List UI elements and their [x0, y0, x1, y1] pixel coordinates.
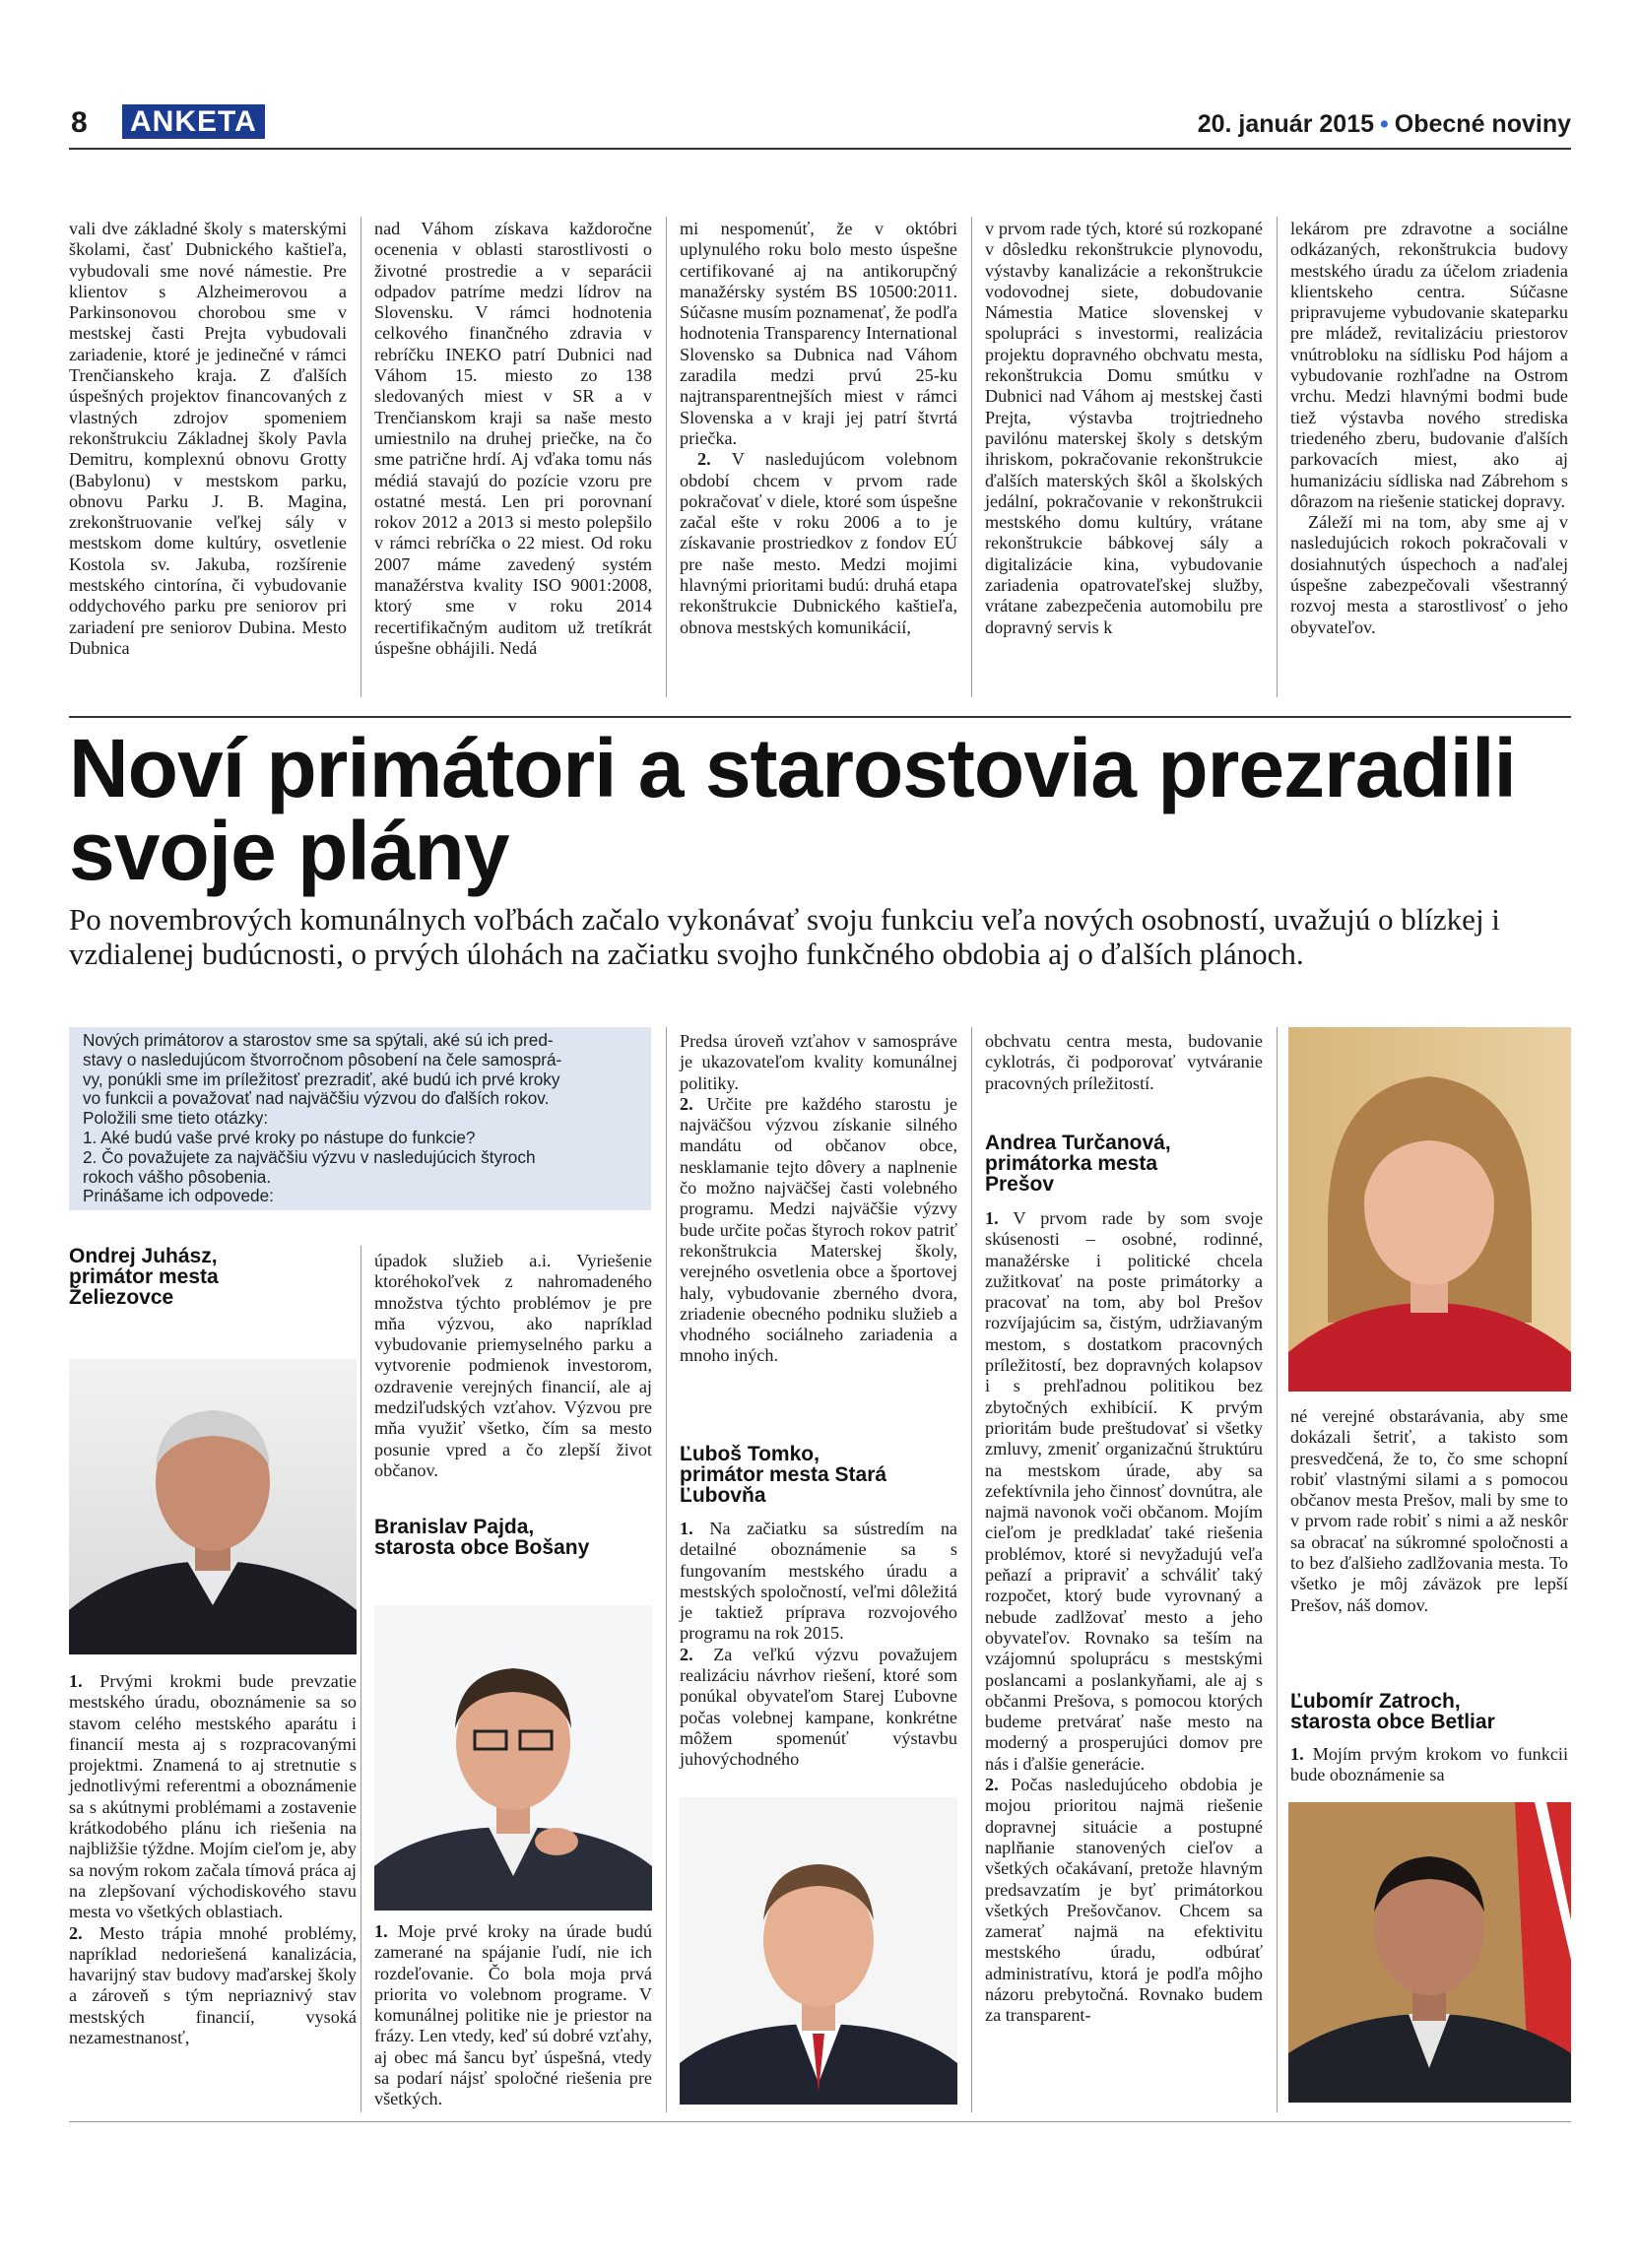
paragraph: Záleží mi na tom, aby sme aj v nasledujúcich rokoch pokračovali v dosiahnutých úspechoch a naďalej úspešne zabezpečovali všestranný rozvoj mesta a starostlivosť o jeho obyvateľov.: [1290, 512, 1568, 637]
page-number: 8: [71, 106, 88, 139]
paragraph: [680, 1519, 957, 1645]
paragraph: mi nespomenúť, že v októbri uplynulého roku bolo mesto úspešne certifikované aj na antikorupčný manažérsky systém BS 10500:2011. Súčasne musím poznamenať, že podľa hodnotenia Transparency International Slovensko sa Dubnica nad Váhom zaradila medzi prvú 25-ku najtransparentnejších miest v rámci Slovenska a v kraji jej patrí štvrtá priečka.: [680, 219, 957, 448]
paragraph: [1290, 1744, 1568, 1786]
respondent-name-pajda: [374, 1517, 652, 1558]
footer-rule: [69, 2121, 1571, 2122]
answer-text: Určite pre každého starostu je najväčšou výzvou získanie silného mandátu od občanov obce, nesklamanie tejto dôvery a naplnenie čo možno najväčšej časti volebného programu. Medzi najväčšie výzvy bude určite počas štyroch rokov patriť rekonštrukcia Materskej školy, verejného osvetlenia obce a športovej haly, vybudovanie zberného dvora, zriadenie obecného podniku služieb a vhodného sociálneho zariadenia a mnoho iných.: [680, 1093, 958, 1366]
portrait-image: [69, 1359, 357, 1654]
respondent-name-zatroch: [1290, 1691, 1568, 1732]
answer-number: 2.: [680, 1093, 693, 1114]
paragraph: [680, 1094, 957, 1367]
question-box-line: Položili sme tieto otázky:: [83, 1108, 269, 1129]
headline-line: Noví primátori a starostovia prezradili: [69, 722, 1516, 814]
answer-number: 2.: [985, 1775, 999, 1795]
top-column-5: [1290, 219, 1568, 638]
portrait-zatroch: [1288, 1802, 1571, 2103]
name-line: Ľubovňa: [680, 1484, 766, 1507]
name-line: Želiezovce: [69, 1286, 174, 1309]
answers-tomko: [680, 1519, 957, 1771]
answers-juhasz-continued: [374, 1251, 652, 1481]
portrait-tomko: [680, 1797, 957, 2105]
name-line: Branislav Pajda,: [374, 1516, 535, 1538]
issue-date: 20. január 2015: [1197, 110, 1375, 138]
paragraph: [69, 1923, 357, 2049]
name-line: Ondrej Juhász,: [69, 1245, 218, 1267]
paragraph: [374, 1921, 652, 2110]
answer-number: 1.: [69, 1671, 83, 1691]
question-box-line: 2. Čo považujete za najväčšiu výzvu v nasledujúcich štyroch: [83, 1146, 536, 1167]
question-box-line: rokoch vášho pôsobenia.: [83, 1166, 272, 1187]
answer-number: 1.: [374, 1921, 388, 1941]
portrait-turcanova: [1288, 1027, 1571, 1392]
column-divider: [666, 217, 667, 697]
name-line: Prešov: [985, 1173, 1055, 1196]
top-column-3: [680, 219, 957, 638]
paragraph: [985, 1775, 1263, 2027]
name-line: primátor mesta: [69, 1265, 219, 1288]
question-box-line: vy, ponúkli sme im príležitosť prezradiť, aké budú ich prvé kroky: [83, 1069, 560, 1089]
paragraph: [680, 1645, 957, 1771]
column-divider: [971, 1027, 972, 2112]
column-divider: [971, 217, 972, 697]
answer-text: Za veľkú výzvu považujem realizáciu návrhov riešení, ktoré som ponúkal obyvateľom Starej Ľubovne počas volebnej kampane, konkrétne môžem spomenúť výstavbu juhovýchodného: [680, 1644, 957, 1770]
header-separator: •: [1380, 110, 1389, 138]
top-column-1: [69, 219, 347, 659]
name-line: Ľuboš Tomko,: [680, 1443, 820, 1465]
portrait-pajda: [374, 1605, 652, 1911]
column-divider: [1277, 1027, 1278, 2112]
respondent-name-turcanova: [985, 1133, 1263, 1195]
answer-text: Mojím prvým krokom vo funkcii bude oboznámenie sa: [1290, 1744, 1568, 1785]
answer-text: Prvými krokmi bude prevzatie mestského úradu, oboznámenie sa so stavom celého mestského aparátu i financií mesta aj s rozpracovanými projektmi. Znamená to aj stretnutie s jednotlivými referentmi a oboznámenie sa s akútnymi problémami a zostavenie krátkodobého plánu ich riešenia na najbližšie týždne. Mojím cieľom je, aby sa novým rokom začala tímová práca aj na zlepšovaní východiskového stavu mesta vo všetkých oblastiach.: [69, 1671, 358, 1922]
portrait-image: [1288, 1027, 1571, 1392]
answers-turcanova-continued: [1290, 1406, 1568, 1616]
portrait-juhasz: [69, 1359, 357, 1654]
paragraph: lekárom pre zdravotne a sociálne odkázaných, rekonštrukcia budovy mestského úradu za účelom zriadenia klientskeho centra. Súčasne pripravujeme vybudovanie skateparku pre mládež, revitalizáciu priestorov vnútrobloku na sídlisku Pod hájom a vybudovanie rozhľadne na Ostrom vrchu. Medzi hlavnými bodmi bude tiež výstavba nového strediska triedeného zberu, budovanie ďalších parkovacích miest, ako aj humanizáciu sídliska nad Zábrehom s dôrazom na riešenie statickej dopravy.: [1290, 219, 1568, 511]
name-line: starosta obce Bošany: [374, 1536, 590, 1559]
answer-text: Moje prvé kroky na úrade budú zamerané na spájanie ľudí, nie ich rozdeľovanie. Čo bola moja prvá priorita vo volebnom programe. V komunálnej politike nie je priestor na frázy. Len vtedy, keď sú dobré vzťahy, aj obec má šancu byť úspešná, vtedy sa podarí nájsť spoločné riešenia pre všetkých.: [374, 1921, 652, 2109]
name-line: primátorka mesta: [985, 1152, 1158, 1175]
answers-pajda: [374, 1921, 652, 2110]
top-column-2: [374, 219, 652, 659]
publication-name: Obecné noviny: [1394, 110, 1571, 138]
paragraph: nad Váhom získava každoročne ocenenia v oblasti starostlivosti o životné prostredie a v separácii odpadov patríme medzi lídrov na Slovensku. V rámci hodnotenia celkového finančného zdravia v rebríčku INEKO patrí Dubnici nad Váhom 15. miesto zo 138 sledovaných miest v SR a v Trenčianskom kraji sa naše mesto umiestnilo na druhej priečke, na čo sme patrične hrdí. Aj vďaka tomu nás médiá stavajú do pozície vzoru pre ostatné mestá. Len pri porovnaní rokov 2012 a 2013 si mesto polepšilo v rámci rebríčka o 22 miest. Od roku 2007 máme zavedený systém manažérstva kvality ISO 9001:2008, ktorý sme v roku 2014 recertifikačným auditom už tretíkrát úspešne obhájili. Nedá: [374, 219, 652, 658]
paragraph: Predsa úroveň vzťahov v samospráve je ukazovateľom kvality komunálnej politiky.: [680, 1031, 957, 1093]
paragraph: né verejné obstarávania, aby sme dokázali šetriť, a takisto som presvedčená, že to, čo sme schopní robiť vlastnými silami a s pomocou občanov mesta Prešov, mali by sme to v prvom rade robiť s nimi a až neskôr sa obracať na súkromné spoločnosti a to bez ďalšieho zadlžovania mesta. To všetko je môj záväzok pre lepší Prešov, náš domov.: [1290, 1406, 1568, 1615]
answer-number: 1.: [1290, 1744, 1304, 1764]
headline-line: svoje plány: [69, 805, 509, 897]
respondent-name-juhasz: [69, 1246, 355, 1308]
answers-juhasz: [69, 1671, 357, 2048]
article-headline: [69, 722, 1586, 897]
answer-text: Počas nasledujúceho obdobia je mojou prioritou najmä riešenie dopravnej situácie a postupné naplňanie stanovených cieľov a všetkých očakávaní, pretože hlavným predsavzatím je byť primátorkou všetkých Prešovčanov. Chcem sa zamerať najmä na efektivitu mestského úradu, odbúrať administratívu, ktorá je podľa môjho názoru prebytočná. Rovnako budem za transparent-: [985, 1775, 1263, 2026]
answers-pajda-continued: [680, 1031, 957, 1367]
name-line: Andrea Turčanová,: [985, 1132, 1171, 1154]
question-box-line: Prinášame ich odpovede:: [83, 1186, 274, 1206]
paragraph: [985, 1208, 1263, 1775]
name-line: primátor mesta Stará: [680, 1463, 887, 1486]
portrait-image: [374, 1605, 652, 1911]
paragraph: [680, 449, 957, 638]
respondent-name-tomko: [680, 1444, 957, 1506]
answer-number: 1.: [985, 1208, 999, 1228]
answers-zatroch: [1290, 1744, 1568, 1786]
paragraph: [69, 1671, 357, 1923]
question-box-text: [83, 1031, 644, 1206]
section-label: ANKETA: [122, 104, 265, 139]
question-box-line: 1. Aké budú vaše prvé kroky po nástupe do funkcie?: [83, 1127, 476, 1147]
paragraph: úpadok služieb a.i. Vyriešenie ktoréhokoľvek z nahromadeného množstva týchto problémov je pre mňa výzvou, ako napríklad vybudovanie priemyselného parku a vytvorenie podmienok investorom, ozdravenie verejných financií, ale aj medziľudských vzťahov. Výzvou pre mňa využiť všetko, čím sa mesto posunie vpred a čo zlepší život občanov.: [374, 1251, 652, 1480]
answer-number: 1.: [680, 1519, 693, 1538]
answer-number: 2.: [680, 1644, 693, 1664]
issue-info: [1198, 110, 1571, 139]
answers-tomko-continued: [985, 1031, 1263, 1094]
answer-number: 2.: [697, 449, 711, 470]
portrait-image: [1288, 1802, 1571, 2103]
answers-turcanova: [985, 1208, 1263, 2027]
paragraph: vali dve základné školy s materskými školami, časť Dubnického kaštieľa, vybudovali sme nové námestie. Pre klientov s Alzheimerovou a Parkinsonovou chorobou sme v mestskej časti Prejta vybudovali zariadenie, ktoré je jedinečné v rámci Trenčianskeho kraja. Z ďalších úspešných projektov financovaných z vlastných zdrojov spomeniem rekonštrukciu Základnej školy Pavla Demitru, komplexnú obnovu Grotty (Babylonu) v mestskom parku, obnovu Parku J. B. Magina, zrekonštruovanie veľkej sály v mestskom dome kultúry, osvetlenie Kostola sv. Jakuba, rozšírenie mestského cintorína, či vybudovanie oddychového parku pre seniorov pri zariadení pre seniorov Dubina. Mesto Dubnica: [69, 219, 347, 658]
question-box-line: vo funkcii a považovať nad najväčšiu výzvou do ďalších rokov.: [83, 1088, 550, 1109]
article-lede: Po novembrových komunálnych voľbách začalo vykonávať svoju funkciu veľa nových osobností, uvažujú o blízkej i vzdialenej budúcnosti, o prvých úlohách na začiatku svojho funkčného obdobia aj o ďalších plánoch.: [69, 902, 1500, 971]
column-divider: [1277, 217, 1278, 697]
section-rule: [69, 716, 1571, 718]
answer-text: Mesto trápia mnohé problémy, napríklad nedoriešená kanalizácia, havarijný stav budovy maďarskej školy a zároveň s tým nepriaznivý stav mestských financií, vysoká nezamestnanosť,: [69, 1922, 357, 2048]
top-column-4: [985, 219, 1263, 638]
paragraph: obchvatu centra mesta, budovanie cyklotrás, či podporovať vytváranie pracovných príležitostí.: [985, 1031, 1263, 1093]
name-line: Ľubomír Zatroch,: [1290, 1690, 1461, 1713]
portrait-image: [680, 1797, 957, 2105]
question-box-line: stavy o nasledujúcom štvorročnom pôsobení na čele samosprá-: [83, 1049, 562, 1069]
answer-text: V prvom rade by som svoje skúsenosti – osobné, rodinné, manažérske i politické chcela zužitkovať na poste primátorky a pracovať na tom, aby bol Prešov rozvíjajúcim sa, čistým, udržiavaným mestom, s dostatkom pracovných príležitostí, bez dopravných kolapsov i s prehľadnou politikou bez zbytočných exhibícií. K prvým prioritám bude preštudovať si všetky zmluvy, zmeniť organizačnú štruktúru na mestskom úrade, aby sa zefektívnila jeho činnosť dovnútra, ale najmä navonok voči občanom. Mojím cieľom je predkladať také riešenia problémov, ktoré si nevyžadujú veľa peňazí a pripraviť a schváliť taký rozpočet, ktorý bude vyrovnaný a nebude zadlžovať mesto a jeho obyvateľov. Rovnako sa teším na vzájomnú spoluprácu s mestskými poslancami a poslankyňami, ale aj s občanmi Prešova, s pomocou ktorých budeme pretvárať naše mesto na moderný a prosperujúci domov pre nás i ďalšie generácie.: [985, 1208, 1264, 1774]
header-rule: [69, 148, 1571, 150]
answer-text: V nasledujúcom volebnom období chcem v prvom rade pokračovať v diele, ktoré som úspešne začal ešte v roku 2006 a to je získavanie prostriedkov z fondov EÚ pre naše mesto. Medzi mojimi hlavnými prioritami budú: druhá etapa rekonštrukcie Dubnického kaštieľa, obnova mestských komunikácií,: [680, 449, 957, 637]
name-line: starosta obce Betliar: [1290, 1711, 1495, 1733]
paragraph: v prvom rade tých, ktoré sú rozkopané v dôsledku rekonštrukcie plynovodu, výstavby kanalizácie a rekonštrukcie vodovodnej siete, dobudovanie Námestia Matice slovenskej v spolupráci s investormi, realizácia projektu dopravného obchvatu mesta, rekonštrukcia Domu smútku v Dubnici nad Váhom aj mestskej časti Prejta, výstavba trojtriedneho pavilónu materskej školy s detským ihriskom, pokračovanie rekonštrukcie ďalších materských škôl a školských jedální, pokračovanie v rekonštrukcii mestského domu kultúry, vrátane rekonštrukcie bábkovej sály a digitalizácie kina, vybudovanie zariadenia opatrovateľskej služby, vrátane zabezpečenia automobilu pre dopravný servis k: [985, 219, 1263, 637]
answer-number: 2.: [69, 1922, 83, 1943]
column-divider: [666, 1027, 667, 2112]
question-box-line: Nových primátorov a starostov sme sa spýtali, aké sú ich pred-: [83, 1030, 554, 1050]
answer-text: Na začiatku sa sústredím na detailné oboznámenie sa s fungovaním mestského úradu a mestských spoločností, veľmi dôležitá je taktiež príprava rozvojového programu na rok 2015.: [680, 1519, 957, 1644]
